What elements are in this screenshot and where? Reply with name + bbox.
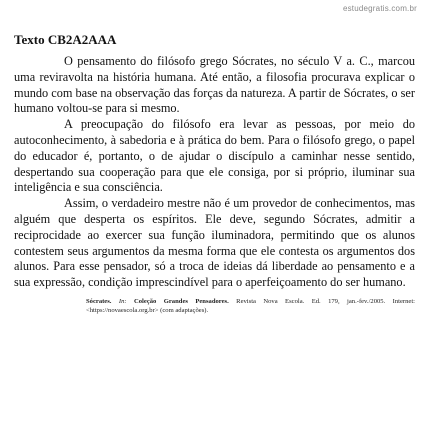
paragraph-1: O pensamento do filósofo grego Sócrates, no século V a. C., marcou uma reviravolta na história humana. Até então, a filosofia procurava explicar o mundo com base na observação das forças da natureza. A partir de Sócrates, o ser humano voltou-se para si mesmo. [14,54,415,116]
site-watermark: estudegratis.com.br [342,4,417,13]
source-in: In: [118,297,127,305]
paragraph-3: Assim, o verdadeiro mestre não é um provedor de conhecimentos, mas alguém que desperta os espíritos. Ele deve, segundo Sócrates, admitir a reciprocidade ao exercer sua função iluminadora, permitindo que os alunos contestem seus argumentos da mesma forma que ele contesta os argumentos dos alunos. Para esse pensador, só a troca de ideias dá liberdade ao pensamento e a sua expressão, condição imprescindível para o aperfeiçoamento do ser humano. [14,196,415,290]
source-citation [86,297,415,315]
source-details: Revista Nova Escola. Ed. 179, jan.-fev./2005. Internet: <https://novaescola.org.br> (com adaptações). [86,297,415,314]
source-collection: Coleção Grandes Pensadores. [134,297,229,305]
source-article: Sócrates. [86,297,112,305]
text-title: Texto CB2A2AAA [14,32,117,47]
paragraph-2: A preocupação do filósofo era levar as pessoas, por meio do autoconhecimento, à sabedoria e à prática do bem. Para o filósofo grego, o papel do educador é, portanto, o de ajudar o discípulo a caminhar nesse sentido, despertando sua cooperação para que ele consiga, por si próprio, iluminar sua inteligência e sua consciência. [14,117,415,195]
text-document [14,32,415,315]
